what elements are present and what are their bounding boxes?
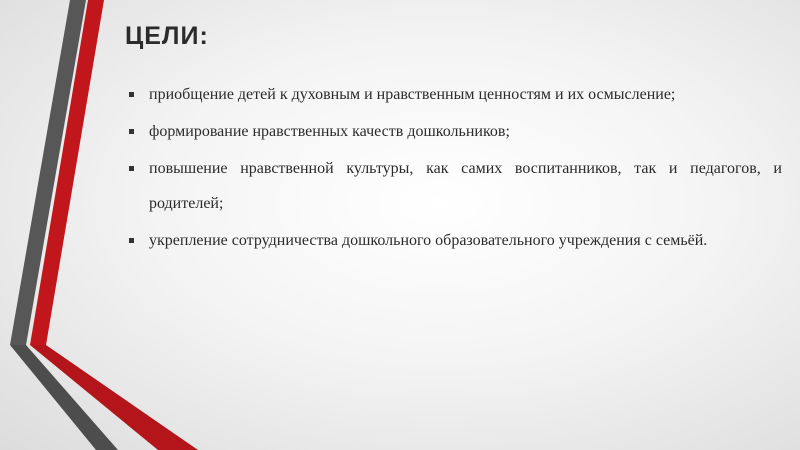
list-item-text: повышение нравственной культуры, как самих воспитанников, так и педагогов, и родителей;	[149, 160, 782, 212]
list-item	[125, 114, 782, 149]
bullet-marker	[129, 238, 134, 243]
slide-title: ЦЕЛИ:	[125, 22, 209, 50]
bullet-marker	[129, 166, 134, 171]
bullet-marker	[129, 129, 134, 134]
list-item-text: приобщение детей к духовным и нравственным ценностям и их осмысление;	[149, 86, 676, 103]
goals-list	[125, 77, 782, 260]
bullet-marker	[129, 92, 134, 97]
list-item	[125, 77, 782, 112]
list-item	[125, 223, 782, 258]
list-item	[125, 151, 782, 221]
list-item-text: укрепление сотрудничества дошкольного образовательного учреждения с семьёй.	[149, 232, 708, 249]
list-item-text: формирование нравственных качеств дошкольников;	[149, 123, 510, 140]
